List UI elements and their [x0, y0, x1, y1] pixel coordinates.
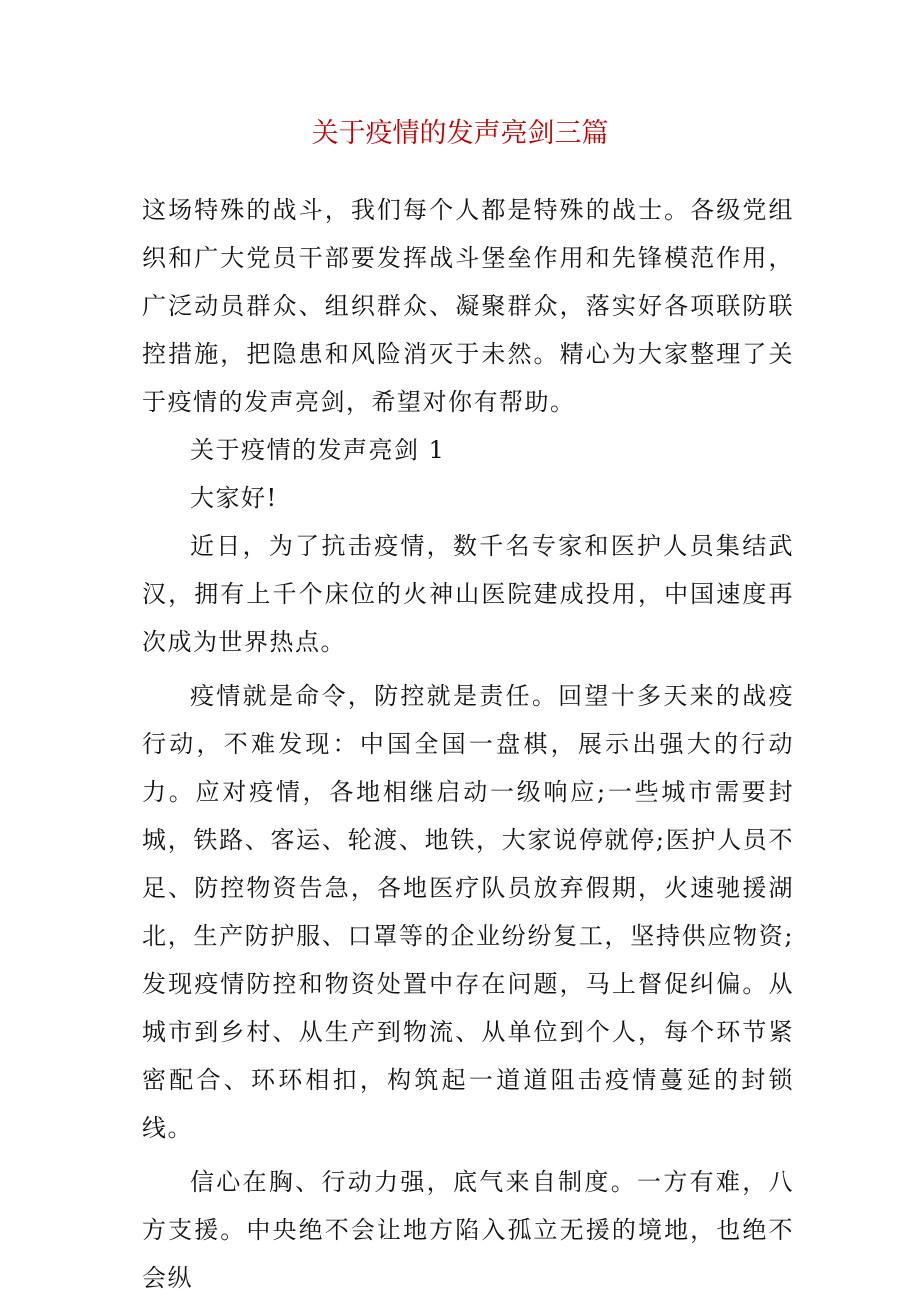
body-paragraph-3: 信心在胸、行动力强，底气来自制度。一方有难，八方支援。中央绝不会让地方陷入孤立无援的境地，也绝不会纵 [142, 1168, 794, 1292]
intro-paragraph: 这场特殊的战斗，我们每个人都是特殊的战士。各级党组织和广大党员干部要发挥战斗堡垒作用和先锋模范作用，广泛动员群众、组织群众、凝聚群众，落实好各项联防联控措施，把隐患和风险消灭于未然。精心为大家整理了关于疫情的发声亮剑，希望对你有帮助。 [142, 196, 794, 416]
greeting: 大家好! [190, 484, 278, 512]
document-body [142, 186, 794, 1302]
document-title: 关于疫情的发声亮剑三篇 [311, 118, 609, 149]
body-paragraph-2: 疫情就是命令，防控就是责任。回望十多天来的战疫行动，不难发现：中国全国一盘棋，展示出强大的行动力。应对疫情，各地相继启动一级响应;一些城市需要封城，铁路、客运、轮渡、地铁，大家说停就停;医护人员不足、防控物资告急，各地医疗队员放弃假期，火速驰援湖北，生产防护服、口罩等的企业纷纷复工，坚持供应物资;发现疫情防控和物资处置中存在问题，马上督促纠偏。从城市到乡村、从生产到物流、从单位到个人，每个环节紧密配合、环环相扣，构筑起一道道阻击疫情蔓延的封锁线。 [142, 682, 794, 1142]
body-paragraph-1: 近日，为了抗击疫情，数千名专家和医护人员集结武汉，拥有上千个床位的火神山医院建成投用，中国速度再次成为世界热点。 [142, 532, 794, 656]
section-heading: 关于疫情的发声亮剑 1 [190, 436, 446, 464]
